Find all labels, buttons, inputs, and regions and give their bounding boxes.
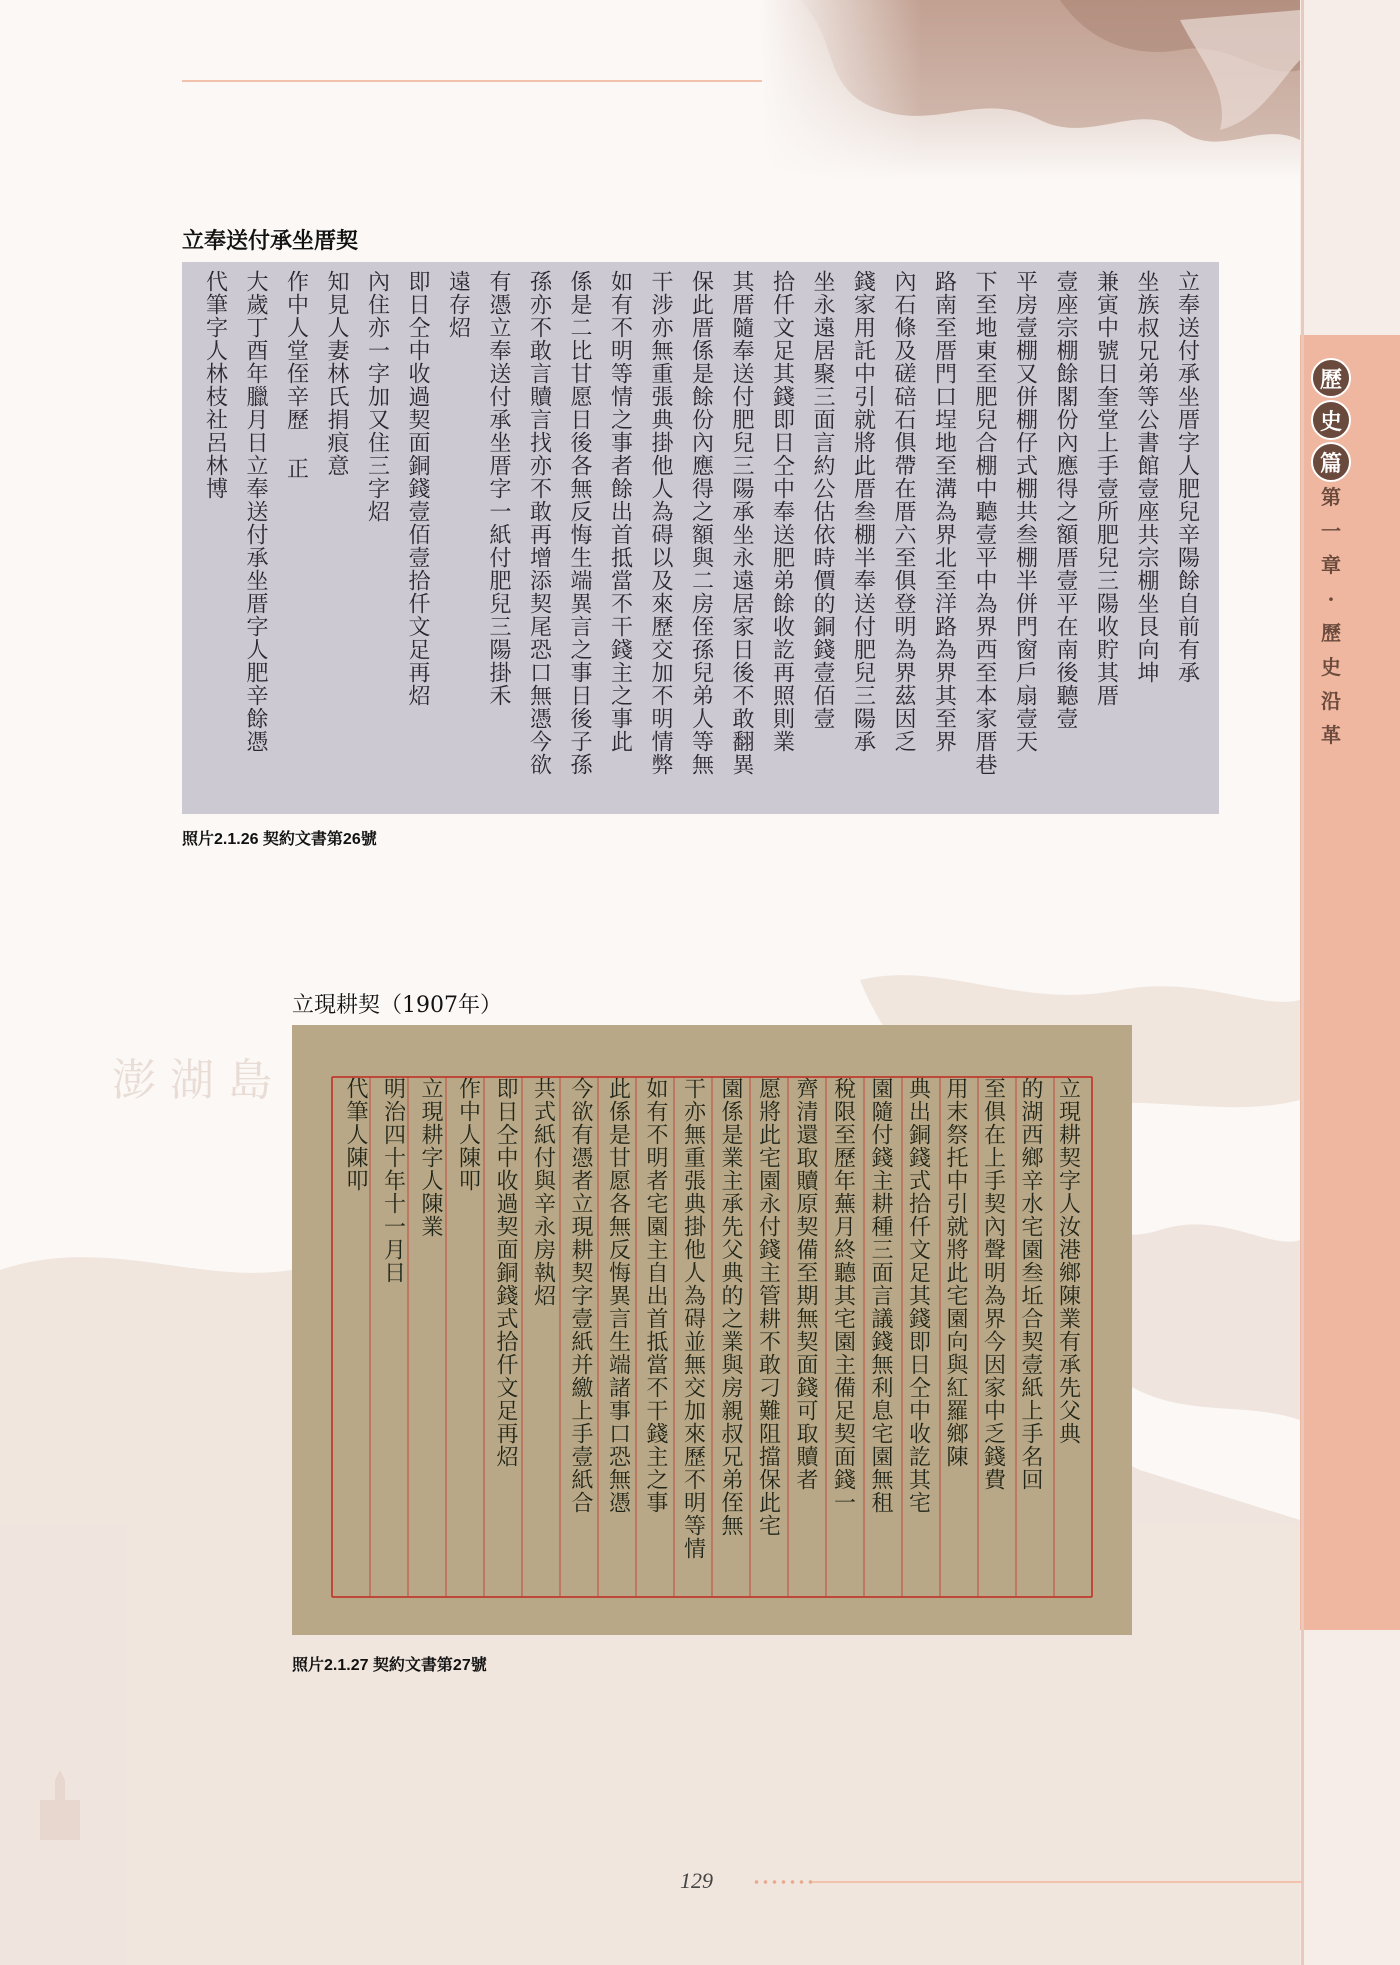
footer-dots: [752, 1880, 812, 1884]
manuscript-column: 坐永遠居聚三面言約公估依時價的銅錢壹佰壹: [810, 270, 835, 730]
manuscript-column: 用末祭托中引就將此宅園向與紅羅鄉陳: [943, 1077, 968, 1468]
manuscript-column: 如有不明等情之事者餘出首抵當不干錢主之事此: [607, 270, 633, 753]
chapter-char: ·: [1327, 587, 1335, 611]
section-char: 歷: [1311, 358, 1351, 398]
manuscript-column: 坐族叔兄弟等公書館壹座共宗棚坐艮向坤: [1134, 270, 1159, 684]
chapter-char: 沿: [1321, 689, 1341, 713]
chapter-char: 革: [1321, 723, 1341, 747]
manuscript-column: 如有不明者宅園主自出首抵當不干錢主之事: [643, 1077, 668, 1514]
manuscript-column: 平房壹棚又併棚仔式棚共叁棚半併門窗戶扇壹天: [1012, 270, 1038, 753]
header-rule: [182, 80, 762, 82]
contract-2-heading: 立現耕契（1907年）: [292, 993, 502, 1018]
manuscript-column: 保此厝係是餘份內應得之額與二房侄孫兒弟人等無: [688, 270, 714, 776]
section-char: 篇: [1311, 442, 1351, 482]
manuscript-column: 至俱在上手契內聲明為界今因家中乏錢費: [980, 1077, 1006, 1491]
manuscript-column: 知見人妻林氏捐痕意: [324, 270, 349, 477]
manuscript-column: 即日仝中收過契面銅錢式拾仟文足再炤: [493, 1077, 518, 1468]
manuscript-column: 即日仝中收過契面銅錢壹佰壹拾仟文足再炤: [405, 270, 430, 707]
footer-rule: [812, 1881, 1302, 1883]
manuscript-column: 下至地東至肥兒合棚中聽壹平中為界西至本家厝巷: [972, 270, 997, 776]
manuscript-column: 稅限至歷年蕪月終聽其宅園主備足契面錢一: [830, 1077, 856, 1514]
manuscript-column: 內住亦一字加又住三字炤: [364, 270, 390, 523]
contract-2-caption: 照片2.1.27 契約文書第27號: [292, 1657, 487, 1674]
section-title: [1311, 358, 1353, 484]
manuscript-column: 內石條及磋碚石俱帶在厝六至俱登明為界茲因乏: [891, 270, 916, 753]
chapter-title: [1313, 480, 1349, 752]
manuscript-column: 立奉送付承坐厝字人肥兒辛陽餘自前有承: [1174, 270, 1200, 684]
manuscript-column: 遠存炤: [445, 270, 471, 339]
manuscript-column: 孫亦不敢言贖言找亦不敢再增添契尾恐口無憑今欲: [526, 270, 552, 776]
manuscript-column: 干涉亦無重張典掛他人為碍以及來歷交加不明情弊: [648, 270, 673, 776]
manuscript-column: 代筆人陳叩: [343, 1077, 368, 1192]
manuscript-column: 係是二比甘愿日後各無反悔生端異言之事日後子孫: [567, 270, 592, 776]
manuscript-column: 作中人堂侄辛歷 正: [283, 270, 309, 480]
contract-1-caption: 照片2.1.26 契約文書第26號: [182, 831, 377, 848]
manuscript-column: 共式紙付與辛永房執炤: [530, 1077, 556, 1307]
header-map-decoration: [760, 0, 1300, 180]
chapter-char: 章: [1321, 553, 1341, 577]
manuscript-column: 干亦無重張典掛他人為碍並無交加來歷不明等情: [680, 1077, 706, 1560]
manuscript-column: 有憑立奉送付承坐厝字一紙付肥兒三陽掛禾: [486, 270, 511, 707]
manuscript-column: 典出銅錢式拾仟文足其錢即日仝中收訖其宅: [905, 1077, 931, 1514]
manuscript-column: 其厝隨奉送付肥兒三陽承坐永遠居家日後不敢翻異: [729, 270, 754, 776]
section-char: 史: [1311, 400, 1351, 440]
manuscript-column: 拾仟文足其錢即日仝中奉送肥弟餘收訖再照則業: [769, 270, 795, 753]
manuscript-column: 立現耕契字人汝港鄉陳業有承先父典: [1055, 1077, 1081, 1445]
contract-2-photo: [292, 1025, 1132, 1635]
manuscript-column: 今欲有憑者立現耕契字壹紙并繳上手壹紙合: [568, 1077, 593, 1514]
manuscript-column: 明治四十年十一月日: [380, 1077, 406, 1284]
manuscript-column: 路南至厝門口埕地至溝為界北至洋路為界其至界: [931, 270, 957, 753]
manuscript-column: 園隨付錢主耕種三面言議錢無利息宅園無租: [868, 1077, 893, 1514]
manuscript-column: 錢家用託中引就將此厝叁棚半奉送付肥兒三陽承: [850, 270, 876, 753]
manuscript-column: 齊清還取贖原契備至期無契面錢可取贖者: [793, 1077, 818, 1491]
contract-1-photo: [182, 262, 1219, 814]
chapter-char: 第: [1321, 485, 1341, 509]
manuscript-column: 作中人陳叩: [455, 1077, 481, 1192]
manuscript-column: 立現耕字人陳業: [418, 1077, 443, 1238]
page-number: 129: [680, 1868, 713, 1893]
manuscript-column: 代筆字人林枝社呂林博: [202, 270, 228, 500]
manuscript-column: 愿將此宅園永付錢主管耕不敢刁難阻擋保此宅: [755, 1077, 781, 1537]
svg-text:澎 湖 島: 澎 湖 島: [112, 1055, 272, 1106]
chapter-char: 一: [1321, 519, 1341, 543]
chapter-char: 歷: [1321, 621, 1341, 645]
chapter-char: 史: [1321, 655, 1341, 679]
manuscript-column: 此係是甘愿各無反悔異言生端諸事口恐無憑: [605, 1077, 631, 1514]
manuscript-column: 兼寅中號日奎堂上手壹所肥兒三陽收貯其厝: [1093, 270, 1119, 707]
side-divider: [1301, 0, 1304, 1965]
manuscript-column: 園係是業主承先父典的之業與房親叔兄弟侄無: [718, 1077, 743, 1537]
manuscript-column: 的湖西鄉辛水宅園叁坵合契壹紙上手名回: [1018, 1077, 1043, 1491]
manuscript-column: 大歲丁酉年臘月日立奉送付承坐厝字人肥辛餘憑: [243, 270, 268, 753]
manuscript-column: 壹座宗棚餘閣份內應得之額厝壹平在南後聽壹: [1053, 270, 1078, 730]
contract-1-heading: 立奉送付承坐厝契: [182, 229, 359, 254]
